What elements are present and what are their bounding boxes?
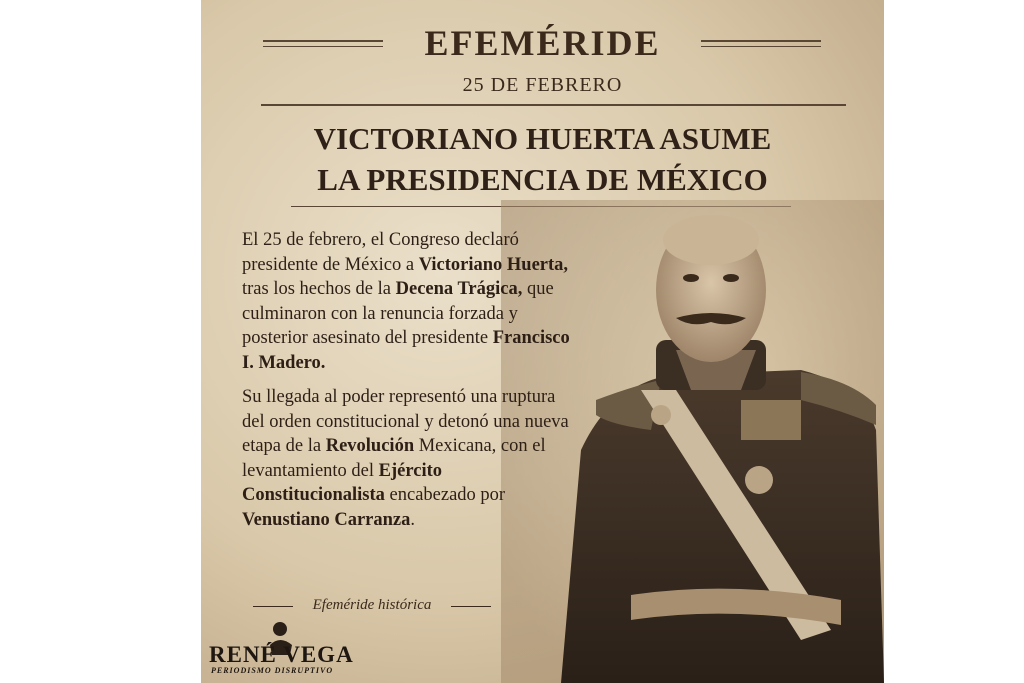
logo-tagline: PERIODISMO DISRUPTIVO bbox=[211, 666, 334, 675]
paragraph-2 bbox=[242, 385, 582, 532]
body-text-run: Mexicana, con el levantamiento del bbox=[242, 436, 546, 481]
header-rule-right bbox=[701, 40, 821, 42]
date-rule bbox=[261, 104, 846, 106]
body-text-run: encabezado por bbox=[384, 485, 506, 505]
efemeride-card bbox=[201, 0, 884, 683]
footer-caption: Efeméride histórica bbox=[312, 597, 432, 613]
footer-rule-right bbox=[451, 606, 491, 607]
paragraph-1 bbox=[242, 228, 582, 375]
body-text-run: . bbox=[410, 509, 416, 530]
body-text-run: que culminaron con la renuncia forzada y posterior asesinato del presidente bbox=[242, 279, 554, 348]
header-date: 25 DE FEBRERO bbox=[462, 74, 623, 96]
body-text-run: Su llegada al poder representó una ruptura del orden constitucional y detonó una nueva etapa de la bbox=[242, 387, 569, 456]
body-emphasis: Victoriano Huerta, bbox=[418, 254, 569, 275]
body-text-run: El 25 de febrero, el Congreso declaró presidente de México a bbox=[242, 230, 519, 275]
body-emphasis: Venustiano Carranza bbox=[242, 509, 411, 530]
logo-name: RENÉ VEGA bbox=[209, 642, 354, 667]
headline-line-2: LA PRESIDENCIA DE MÉXICO bbox=[317, 162, 768, 197]
header-title: EFEMÉRIDE bbox=[424, 23, 661, 63]
body-emphasis: Ejército Constitucionalista bbox=[242, 460, 443, 505]
body-emphasis: Decena Trágica, bbox=[395, 279, 523, 299]
body-emphasis: Revolución bbox=[325, 436, 415, 456]
headline-line-1: VICTORIANO HUERTA ASUME bbox=[313, 121, 772, 156]
body-text bbox=[242, 228, 582, 542]
body-emphasis: Francisco I. Madero. bbox=[242, 328, 570, 373]
body-text-run: tras los hechos de la bbox=[242, 279, 396, 299]
header-rule-right-thin bbox=[701, 46, 821, 47]
